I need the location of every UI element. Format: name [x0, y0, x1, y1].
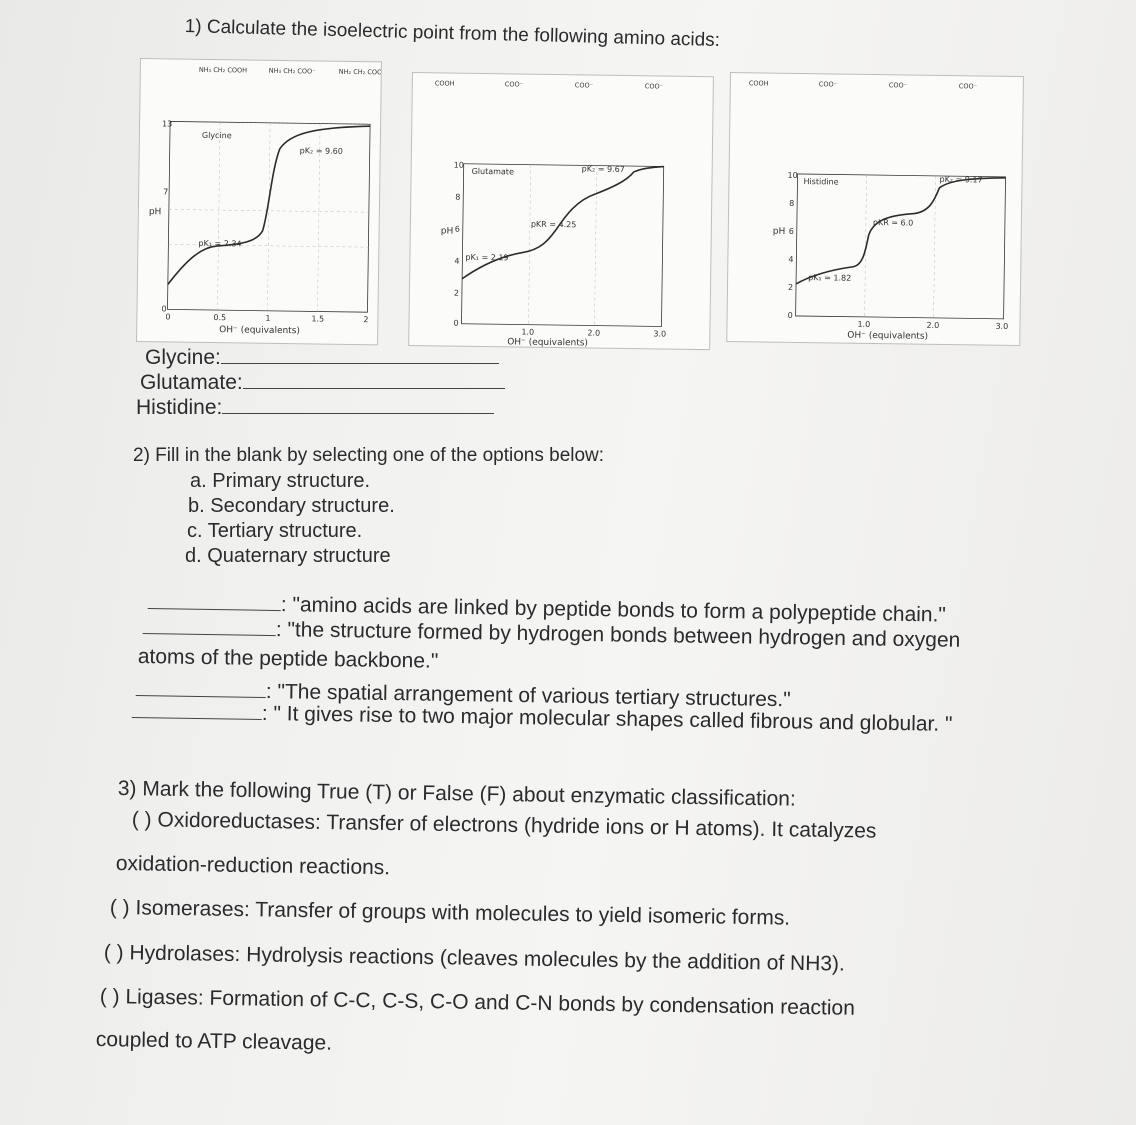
- chart-name: Glycine: [201, 130, 232, 141]
- x-tick: 1.0: [857, 319, 871, 329]
- y-tick: 4: [788, 254, 794, 264]
- x-tick: 0: [165, 312, 171, 322]
- x-tick: 1.0: [521, 327, 535, 337]
- y-tick: 0: [787, 310, 793, 320]
- x-axis-label: OH⁻ (equivalents): [507, 337, 589, 349]
- glutamate-label: Glutamate:: [140, 371, 243, 394]
- y-tick: 2: [453, 288, 460, 298]
- y-axis-label: pH: [772, 226, 786, 237]
- q2-item-4-text: : " It gives rise to two major molecular shapes called fibrous and globular. ": [261, 702, 953, 736]
- q3-item-hydrolases[interactable]: ( ) Hydrolases: Hydrolysis reactions (cleaves molecules by the addition of NH3).: [103, 941, 846, 976]
- q2-item-2-text: : "the structure formed by hydrogen bonds between hydrogen and oxygen: [275, 618, 961, 652]
- q2-item-2-continuation: atoms of the peptide backbone.": [137, 645, 439, 673]
- species-label: NH₃ CH₂ COOH: [198, 65, 248, 75]
- q2-item-4: [132, 700, 953, 737]
- pk-label: pK₂ = 9.17: [939, 174, 983, 185]
- pk-label: pK₁ = 2.34: [198, 238, 242, 249]
- glutamate-answer-row: [140, 371, 505, 395]
- q3-item-isomerases[interactable]: ( ) Isomerases: Transfer of groups with molecules to yield isomeric forms.: [109, 896, 791, 930]
- q2-option-c: c. Tertiary structure.: [187, 520, 363, 542]
- glutamate-titration-chart: [408, 72, 714, 350]
- pk-label: pKR = 4.25: [530, 219, 577, 230]
- pk-label: pK₂ = 9.67: [581, 164, 625, 174]
- y-tick: 2: [787, 282, 794, 292]
- glycine-answer-blank[interactable]: [221, 363, 499, 364]
- svg-text:COO⁻: COO⁻: [818, 80, 838, 89]
- glutamate-answer-blank[interactable]: [243, 388, 505, 389]
- q3-title: 3) Mark the following True (T) or False (F) about enzymatic classification:: [117, 777, 796, 811]
- x-tick: 3.0: [995, 321, 1009, 331]
- svg-text:COO⁻: COO⁻: [574, 81, 594, 90]
- histidine-titration-chart: [726, 72, 1024, 346]
- q2-option-a: a. Primary structure.: [190, 470, 371, 492]
- chart-name: Glutamate: [471, 166, 514, 177]
- x-tick: 2.0: [926, 320, 940, 330]
- histidine-answer-blank[interactable]: [222, 413, 494, 414]
- y-tick: 10: [453, 160, 464, 170]
- q3-item-oxidoreductases-continuation: oxidation-reduction reactions.: [115, 852, 391, 880]
- pk-label: pKR = 6.0: [872, 218, 914, 228]
- q2-item-3-text: : "The spatial arrangement of various tertiary structures.": [265, 680, 791, 712]
- glycine-answer-row: [145, 346, 499, 370]
- q2-option-d: d. Quaternary structure: [185, 545, 391, 567]
- y-axis-label: pH: [148, 207, 162, 218]
- q2-blank-1[interactable]: [148, 608, 281, 611]
- q3-item-oxidoreductases[interactable]: ( ) Oxidoreductases: Transfer of electrons (hydride ions or H atoms). It catalyzes: [131, 808, 877, 843]
- svg-text:COO⁻: COO⁻: [888, 81, 908, 90]
- q3-item-ligases-continuation: coupled to ATP cleavage.: [95, 1028, 333, 1055]
- y-tick: 8: [455, 192, 461, 202]
- y-tick: 0: [453, 318, 459, 328]
- q2-item-1-text: : "amino acids are linked by peptide bonds to form a polypeptide chain.": [280, 593, 947, 627]
- x-tick: 0.5: [213, 313, 227, 323]
- species-label: NH₃ CH₂ COO⁻: [268, 66, 316, 76]
- y-tick: 8: [789, 198, 795, 208]
- q3-item-ligases[interactable]: ( ) Ligases: Formation of C-C, C-S, C-O and C-N bonds by condensation reaction: [99, 985, 856, 1020]
- q2-blank-2[interactable]: [143, 633, 276, 636]
- q2-blank-3[interactable]: [136, 695, 266, 698]
- q2-title: 2) Fill in the blank by selecting one of the options below:: [133, 445, 605, 466]
- svg-text:COO⁻: COO⁻: [644, 82, 664, 91]
- x-axis-label: OH⁻ (equivalents): [219, 325, 301, 337]
- x-tick: 1: [265, 313, 271, 323]
- y-tick: 0: [161, 304, 167, 314]
- glycine-titration-chart: [136, 58, 382, 345]
- y-tick: 13: [162, 119, 173, 129]
- y-tick: 4: [454, 256, 460, 266]
- chart-name: Histidine: [803, 177, 839, 187]
- x-axis-label: OH⁻ (equivalents): [847, 330, 929, 342]
- histidine-answer-row: [136, 396, 494, 420]
- pk-label: pK₂ = 9.60: [299, 146, 343, 156]
- histidine-label: Histidine:: [136, 396, 223, 419]
- glycine-label: Glycine:: [145, 346, 221, 369]
- q2-blank-4[interactable]: [132, 717, 262, 720]
- y-tick: 7: [163, 187, 169, 197]
- svg-text:COO⁻: COO⁻: [958, 82, 978, 91]
- svg-text:COO⁻: COO⁻: [504, 80, 524, 89]
- q1-title: 1) Calculate the isoelectric point from the following amino acids:: [184, 16, 721, 52]
- pk-label: pK₁ = 2.19: [465, 252, 509, 263]
- svg-text:COOH: COOH: [434, 79, 455, 88]
- y-tick: 6: [788, 226, 794, 236]
- q2-option-b: b. Secondary structure.: [188, 495, 395, 517]
- x-tick: 2.0: [587, 328, 601, 338]
- pk-label: pK₁ = 1.82: [808, 273, 852, 283]
- y-tick: 10: [787, 170, 798, 180]
- x-tick: 1.5: [311, 314, 325, 324]
- species-label: NH₂ CH₂ COO⁻: [338, 67, 381, 77]
- svg-text:COOH: COOH: [748, 79, 769, 88]
- y-axis-label: pH: [440, 226, 454, 237]
- x-tick: 2: [363, 315, 369, 325]
- x-tick: 3.0: [653, 329, 667, 339]
- y-tick: 6: [454, 224, 460, 234]
